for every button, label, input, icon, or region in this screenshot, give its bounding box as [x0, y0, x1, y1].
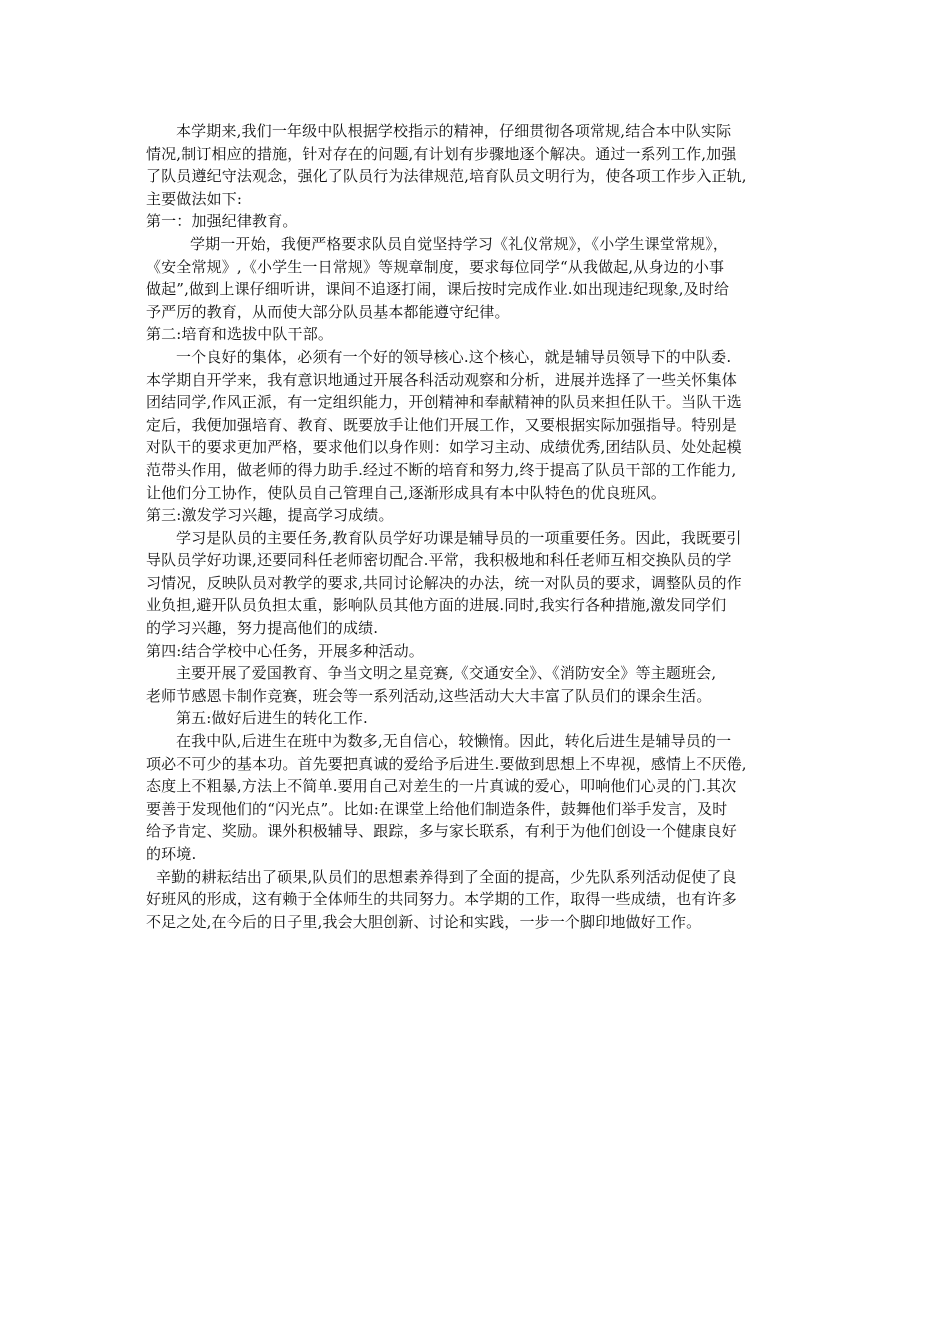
- paragraph-line: 做起”,做到上课仔细听讲，课间不追逐打闹，课后按时完成作业.如出现违纪现象,及时给: [146, 280, 730, 299]
- paragraph-line: 态度上不粗暴,方法上不简单.要用自己对差生的一片真诚的爱心，叩响他们心灵的门.其次: [146, 777, 737, 796]
- paragraph-line: 本学期来,我们一年级中队根据学校指示的精神，仔细贯彻各项常规,结合本中队实际: [176, 122, 732, 140]
- section-heading: 第二:培育和选拔中队干部。: [146, 325, 334, 344]
- paragraph-line: 团结同学,作风正派，有一定组织能力，开创精神和奉献精神的队员来担任队干。当队干选: [146, 393, 742, 412]
- paragraph-line: 定后，我便加强培育、教育、既要放手让他们开展工作，又要根据实际加强指导。特别是: [146, 415, 737, 434]
- paragraph-line: 要善于发现他们的“闪光点”。比如:在课堂上给他们制造条件，鼓舞他们举手发言，及时: [146, 799, 728, 818]
- paragraph-line: 了队员遵纪守法观念，强化了队员行为法律规范,培育队员文明行为，使各项工作步入正轨,: [146, 167, 747, 186]
- paragraph-line: 给予肯定、奖励。课外积极辅导、跟踪，多与家长联系，有利于为他们创设一个健康良好: [146, 822, 737, 841]
- paragraph-line: 项必不可少的基本功。首先要把真诚的爱给予后进生.要做到思想上不卑视，感情上不厌倦,: [146, 754, 747, 773]
- paragraph-line: 予严厉的教育，从而使大部分队员基本都能遵守纪律。: [146, 302, 510, 321]
- paragraph-line: 范带头作用，做老师的得力助手.经过不断的培育和努力,终于提高了队员干部的工作能力,: [146, 460, 737, 479]
- document-body: [146, 120, 806, 933]
- paragraph-line: 《安全常规》,《小学生一日常规》等规章制度，要求每位同学“从我做起,从身边的小事: [146, 257, 725, 276]
- paragraph-line: 学期一开始，我便严格要求队员自觉坚持学习《礼仪常规》，《小学生课堂常规》，: [190, 234, 729, 253]
- paragraph-line: 老师节感恩卡制作竞赛，班会等一系列活动,这些活动大大丰富了队员们的课余生活。: [146, 686, 712, 705]
- paragraph-line: 主要做法如下:: [146, 189, 243, 208]
- paragraph-line: 本学期自开学来，我有意识地通过开展各科活动观察和分析，进展并选择了一些关怀集体: [146, 370, 737, 389]
- paragraph-line: 辛勤的耕耘结出了硕果,队员们的思想素养得到了全面的提高，少先队系列活动促使了良: [156, 867, 737, 886]
- paragraph-line: 一个良好的集体，必须有一个好的领导核心.这个核心，就是辅导员领导下的中队委.: [176, 347, 732, 366]
- paragraph-line: 在我中队,后进生在班中为数多,无自信心，较懒惰。因此，转化后进生是辅导员的一: [176, 732, 732, 751]
- section-heading: 第五:做好后进生的转化工作.: [176, 709, 368, 728]
- paragraph-line: 主要开展了爱国教育、争当文明之星竞赛,《交通安全》、《消防安全》等主题班会,: [176, 664, 717, 683]
- paragraph-line: 让他们分工协作，使队员自己管理自己,逐渐形成具有本中队特色的优良班风。: [146, 483, 667, 502]
- paragraph-line: 好班风的形成，这有赖于全体师生的共同努力。本学期的工作，取得一些成绩，也有许多: [146, 890, 737, 909]
- paragraph-line: 学习是队员的主要任务,教育队员学好功课是辅导员的一项重要任务。因此，我既要引: [176, 528, 742, 547]
- paragraph-line: 业负担,避开队员负担太重，影响队员其他方面的进展.同时,我实行各种措施,激发同学们: [146, 596, 727, 615]
- section-heading: 第三:激发学习兴趣，提高学习成绩。: [146, 506, 394, 525]
- section-heading: 第一：加强纪律教育。: [146, 212, 298, 231]
- paragraph-line: 习情况，反映队员对教学的要求,共同讨论解决的办法，统一对队员的要求，调整队员的作: [146, 573, 742, 592]
- paragraph-line: 导队员学好功课,还要同科任老师密切配合.平常，我积极地和科任老师互相交换队员的学: [146, 551, 732, 570]
- paragraph-line: 对队干的要求更加严格，要求他们以身作则：如学习主动、成绩优秀,团结队员、处处起模: [146, 438, 742, 457]
- paragraph-line: 的学习兴趣，努力提高他们的成绩.: [146, 619, 379, 638]
- paragraph-line: 不足之处,在今后的日子里,我会大胆创新、讨论和实践，一步一个脚印地做好工作。: [146, 912, 702, 931]
- section-heading: 第四:结合学校中心任务，开展多种活动。: [146, 641, 424, 660]
- paragraph-line: 情况,制订相应的措施，针对存在的问题,有计划有步骤地逐个解决。通过一系列工作,加强: [146, 144, 737, 163]
- paragraph-line: 的环境.: [146, 845, 197, 863]
